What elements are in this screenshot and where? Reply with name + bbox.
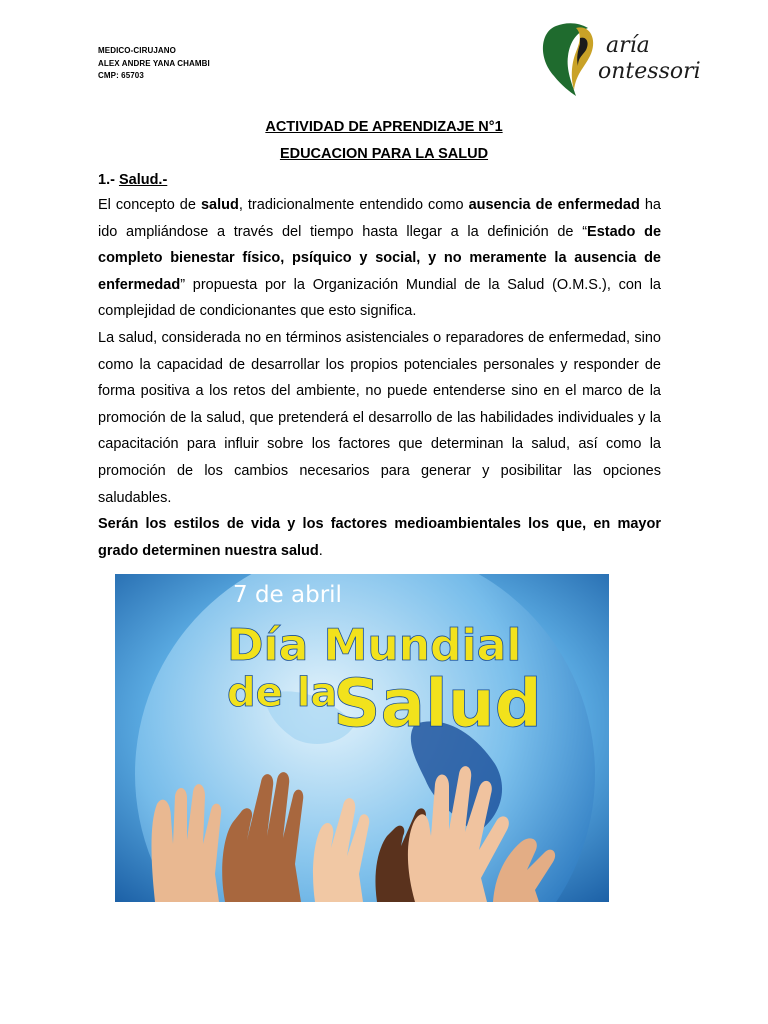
p1-text-c: , tradicionalmente entendido como [238, 197, 469, 213]
body-text [98, 192, 661, 564]
world-health-day-image [115, 574, 609, 902]
section-heading [98, 172, 167, 188]
p3-end: . [318, 542, 323, 559]
paragraph-definition [98, 192, 661, 325]
logo-text-bottom: ontessori [598, 59, 701, 84]
p3-bold: Serán los estilos de vida y los factores medioambientales los que, en mayor grado determinen nuestra salud [98, 516, 661, 559]
p1-bold-salud: salud [200, 197, 239, 213]
logo-text-top: aría [606, 33, 650, 58]
paragraph-lifestyle [98, 511, 661, 564]
p1-text-a: El concepto de [98, 197, 201, 213]
section-title: Salud.- [118, 172, 168, 188]
p1-bold-ausencia: ausencia de enfermedad [468, 197, 640, 213]
subject-title-row [0, 145, 768, 163]
p1-text-e: ha ido ampliándose a través del tiempo hasta llegar a la definición de “ [98, 197, 661, 240]
activity-title: ACTIVIDAD DE APRENDIZAJE N°1 [265, 119, 503, 135]
section-number: 1.- [98, 172, 115, 188]
banner-title-line1: Día Mundial [227, 620, 522, 671]
banner-title-line2b: Salud [333, 665, 542, 742]
p1-bold-definition: Estado de completo bienestar físico, psíquico y social, y no meramente la ausencia de enfermedad [98, 223, 662, 293]
subject-title: EDUCACION PARA LA SALUD [279, 146, 489, 162]
author-name: ALEX ANDRE YANA CHAMBI [98, 58, 210, 68]
activity-title-row [0, 118, 768, 136]
author-cmp: CMP: 65703 [98, 71, 144, 80]
p1-text-g: ” propuesta por la Organización Mundial de la Salud (O.M.S.), con la complejidad de condicionantes que esto significa. [98, 276, 661, 320]
author-block [98, 45, 210, 83]
maria-montessori-logo [536, 18, 706, 98]
banner-title-line2a: de la [227, 670, 338, 716]
paragraph-promotion: La salud, considerada no en términos asistenciales o reparadores de enfermedad, sino como la capacidad de desarrollar los propios potenciales personales y responder de forma positiva a los retos del ambiente, no puede entenderse sino en el marco de la promoción de la salud, que pretenderá el desarrollo de las habilidades individuales y la capacitación para influir sobre los factores que determinan la salud, así como la promoción de los cambios necesarios para generar y posibilitar las opciones saludables. [98, 329, 661, 506]
banner-date: 7 de abril [233, 582, 342, 608]
author-title: MEDICO-CIRUJANO [98, 46, 176, 55]
